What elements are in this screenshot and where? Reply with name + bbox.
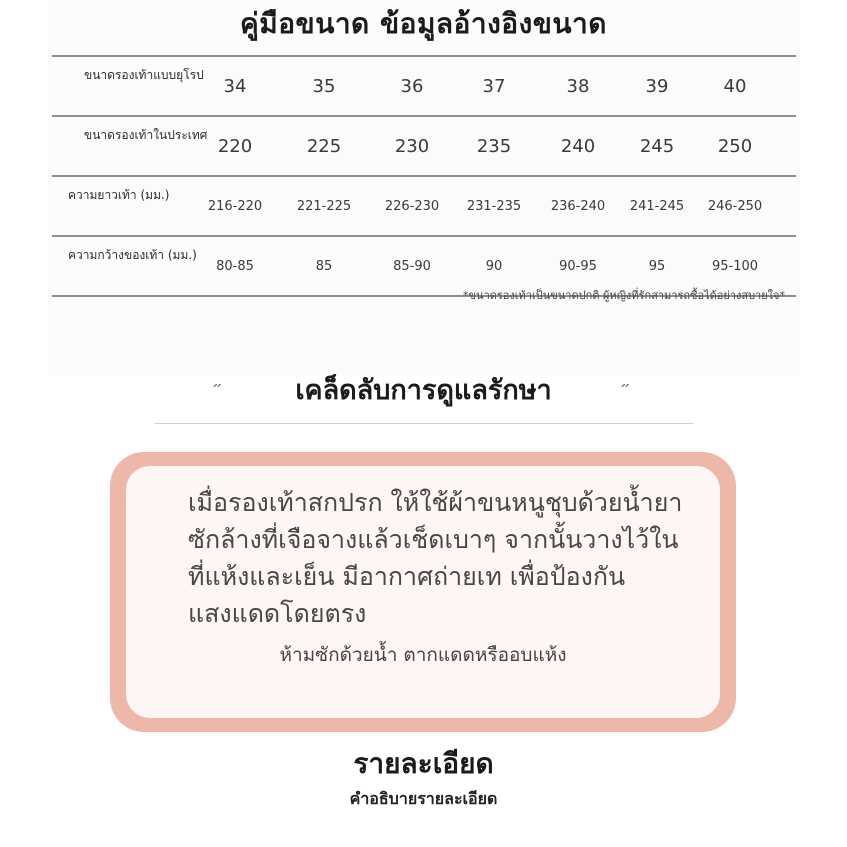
care-tips-title: เคล็ดลับการดูแลรักษา: [295, 375, 552, 406]
table-cell: 90: [485, 258, 503, 274]
table-cell: 241-245: [629, 198, 685, 214]
care-instructions-text: เมื่อรองเท้าสกปรก ให้ใช้ผ้าขนหนูชุบด้วยน้ำยาซักล้างที่เจือจางแล้วเช็ดเบาๆ จากนั้นวางไว้ในที่แห้งและเย็น มีอากาศถ่ายเท เพื่อป้องกันแสงแดดโดยตรง: [188, 488, 683, 628]
table-cell: 245: [639, 135, 675, 157]
table-cell: 246-250: [707, 198, 763, 214]
table-cell: 216-220: [207, 198, 263, 214]
table-cell: 235: [476, 135, 512, 157]
size-guide-title: คู่มือขนาด ข้อมูลอ้างอิงขนาด: [240, 7, 607, 40]
table-cell: 226-230: [384, 198, 440, 214]
table-cell: 80-85: [216, 258, 254, 274]
table-cell: 221-225: [296, 198, 352, 214]
table-cell: 34: [223, 75, 247, 97]
table-cell: 37: [482, 75, 506, 97]
table-cell: 90-95: [559, 258, 597, 274]
details-title: รายละเอียด: [353, 747, 494, 780]
table-row: [52, 115, 796, 175]
care-instructions-card: [110, 452, 736, 732]
close-quote-mark: ״: [620, 378, 631, 397]
table-cell: 95-100: [711, 258, 759, 274]
table-cell: 225: [306, 135, 342, 157]
table-cell: 35: [312, 75, 336, 97]
open-quote-mark: ״: [212, 378, 223, 397]
section-divider: [155, 423, 693, 424]
row-label: ขนาดรองเท้าแบบยุโรป: [84, 68, 204, 82]
size-table: [52, 55, 796, 297]
table-cell: 39: [645, 75, 669, 97]
table-cell: 230: [394, 135, 430, 157]
table-cell: 38: [566, 75, 590, 97]
row-label: ขนาดรองเท้าในประเทศ: [84, 128, 208, 142]
table-cell: 220: [217, 135, 253, 157]
table-cell: 36: [400, 75, 424, 97]
size-footnote: *ขนาดรองเท้าเป็นขนาดปกติ ผู้หญิงที่รักสามารถซื้อได้อย่างสบายใจ*: [463, 289, 785, 302]
care-card-inner: [126, 466, 720, 718]
row-label: ความกว้างของเท้า (มม.): [68, 248, 197, 262]
table-cell: 236-240: [550, 198, 606, 214]
table-cell: 231-235: [466, 198, 522, 214]
table-cell: 95: [648, 258, 666, 274]
table-cell: 85: [315, 258, 333, 274]
washing-warning: ห้ามซักด้วยน้ำ ตากแดดหรืออบแห้ง: [279, 644, 567, 666]
table-cell: 40: [723, 75, 747, 97]
table-row: [52, 175, 796, 235]
row-label: ความยาวเท้า (มม.): [68, 188, 170, 202]
table-cell: 250: [717, 135, 753, 157]
table-cell: 85-90: [393, 258, 431, 274]
details-subtitle: คำอธิบายรายละเอียด: [349, 789, 498, 808]
table-row: [52, 55, 796, 115]
table-cell: 240: [560, 135, 596, 157]
